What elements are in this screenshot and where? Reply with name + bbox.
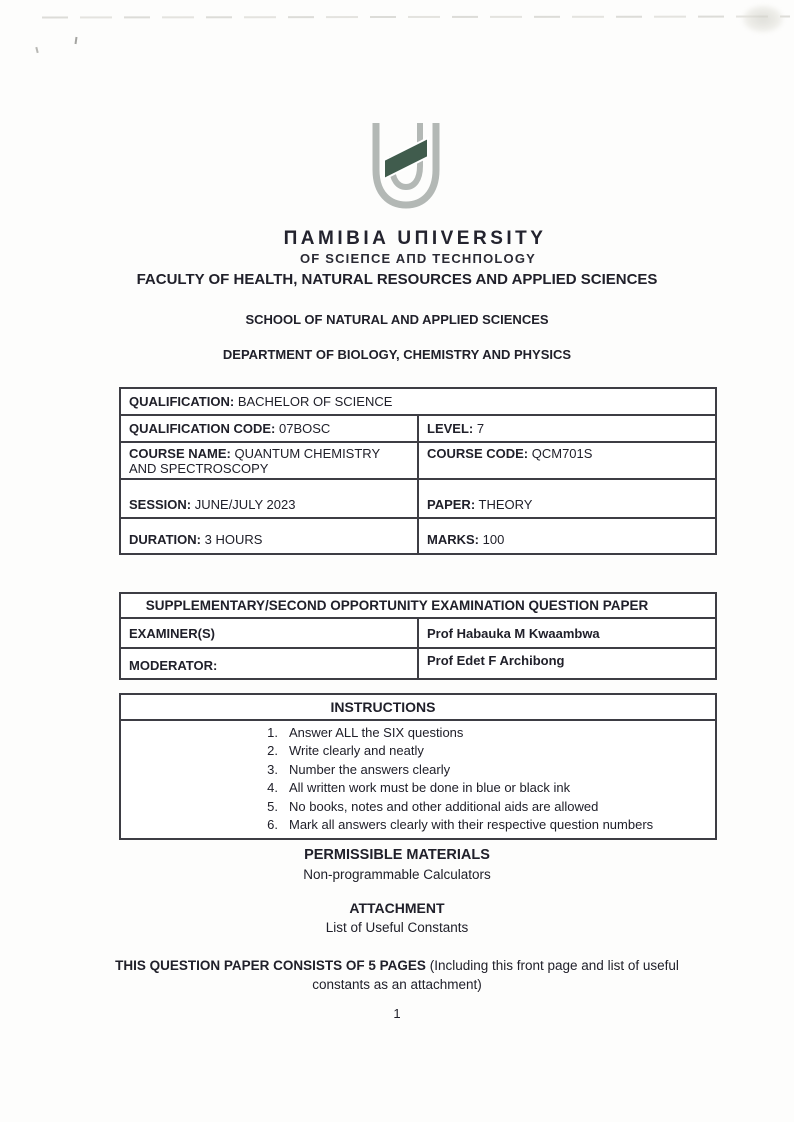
course-details-table	[119, 387, 717, 555]
paper-cell	[418, 479, 716, 518]
instruction-number: 1.	[267, 725, 278, 740]
paper-label: PAPER:	[427, 497, 476, 512]
course-name-value: QUANTUM CHEMISTRY AND SPECTROSCOPY	[129, 446, 380, 476]
page-number: 1	[393, 1006, 401, 1021]
table-row	[120, 593, 716, 618]
university-logo	[366, 118, 446, 212]
duration-cell	[120, 518, 418, 554]
table-row	[120, 720, 716, 839]
instructions-title: INSTRUCTIONS	[120, 694, 716, 720]
instruction-item	[260, 816, 707, 834]
university-name: ΠAMIBIA UΠIVERSITY	[283, 228, 547, 249]
table-row	[120, 388, 716, 415]
instruction-number: 3.	[267, 761, 278, 777]
instruction-number: 6.	[267, 817, 278, 833]
qualification-code-label: QUALIFICATION CODE:	[129, 421, 276, 436]
attachment-title: ATTACHMENT	[349, 900, 445, 916]
table-row	[120, 415, 716, 442]
table-row	[120, 442, 716, 479]
table-row	[120, 518, 716, 554]
instruction-text: No books, notes and other additional aids are allowed	[289, 798, 599, 814]
instruction-text: Number the answers clearly	[289, 761, 451, 777]
page-count-rest: (Including this front page and list of useful constants as an attachment)	[312, 958, 679, 992]
session-cell	[120, 479, 418, 518]
marks-cell	[418, 518, 716, 554]
instructions-body	[120, 720, 716, 839]
table-row	[120, 618, 716, 648]
instruction-number: 2.	[267, 743, 278, 759]
instruction-item	[260, 724, 707, 742]
qualification-code-cell	[120, 415, 418, 442]
course-name-cell	[120, 442, 418, 479]
instruction-item	[260, 798, 707, 816]
scan-artifact-speck	[35, 47, 38, 53]
qualification-value: BACHELOR OF SCIENCE	[237, 394, 393, 409]
session-value: JUNE/JULY 2023	[194, 497, 296, 512]
course-code-label: COURSE CODE:	[427, 446, 529, 461]
qualification-code-value: 07BOSC	[278, 421, 331, 436]
faculty-title: FACULTY OF HEALTH, NATURAL RESOURCES AND APPLIED SCIENCES	[136, 271, 658, 288]
marks-label: MARKS:	[427, 532, 479, 547]
table-row	[120, 694, 716, 720]
department-title: DEPARTMENT OF BIOLOGY, CHEMISTRY AND PHYSICS	[222, 347, 572, 362]
instruction-item	[260, 779, 707, 797]
attachment-value: List of Useful Constants	[325, 920, 469, 935]
level-label: LEVEL:	[427, 421, 474, 436]
permissible-materials-value: Non-programmable Calculators	[303, 867, 491, 882]
scan-artifact-speck	[75, 37, 78, 44]
paper-value: THEORY	[478, 497, 533, 512]
moderator-value: Prof Edet F Archibong	[418, 648, 716, 679]
moderator-label: MODERATOR:	[120, 648, 418, 679]
table-row	[120, 648, 716, 679]
examiner-label: EXAMINER(S)	[120, 618, 418, 648]
scan-artifact-smudge	[742, 5, 784, 33]
course-name-label: COURSE NAME:	[129, 446, 231, 461]
school-title: SCHOOL OF NATURAL AND APPLIED SCIENCES	[245, 312, 549, 327]
page-count-bold: THIS QUESTION PAPER CONSISTS OF 5 PAGES	[115, 958, 426, 973]
marks-value: 100	[482, 532, 505, 547]
duration-value: 3 HOURS	[204, 532, 263, 547]
instructions-table	[119, 693, 717, 840]
shield-u-icon	[366, 118, 446, 212]
examiner-value: Prof Habauka M Kwaambwa	[418, 618, 716, 648]
table-row	[120, 479, 716, 518]
examination-table	[119, 592, 717, 680]
session-label: SESSION:	[129, 497, 192, 512]
qualification-label: QUALIFICATION:	[129, 394, 235, 409]
instruction-number: 4.	[267, 780, 278, 796]
qualification-cell	[120, 388, 716, 415]
duration-label: DURATION:	[129, 532, 201, 547]
instruction-item	[260, 742, 707, 760]
instruction-number: 5.	[267, 798, 278, 814]
instruction-text: Mark all answers clearly with their respective question numbers	[289, 817, 654, 833]
university-subtitle: OF SCIEΠCE AΠD TECHΠOLOGY	[299, 251, 537, 266]
instruction-text: All written work must be done in blue or black ink	[289, 780, 571, 796]
course-code-cell	[418, 442, 716, 479]
scan-artifact-top-line	[42, 15, 790, 18]
level-cell	[418, 415, 716, 442]
instruction-text: Answer ALL the SIX questions	[289, 725, 464, 740]
instructions-list	[260, 724, 707, 834]
exam-paper-title: SUPPLEMENTARY/SECOND OPPORTUNITY EXAMINATION QUESTION PAPER	[120, 593, 716, 618]
course-code-value: QCM701S	[531, 446, 593, 461]
level-value: 7	[476, 421, 485, 436]
instruction-item	[260, 761, 707, 779]
instruction-text: Write clearly and neatly	[289, 743, 424, 759]
page-count-statement	[97, 957, 697, 994]
permissible-materials-title: PERMISSIBLE MATERIALS	[304, 847, 490, 863]
